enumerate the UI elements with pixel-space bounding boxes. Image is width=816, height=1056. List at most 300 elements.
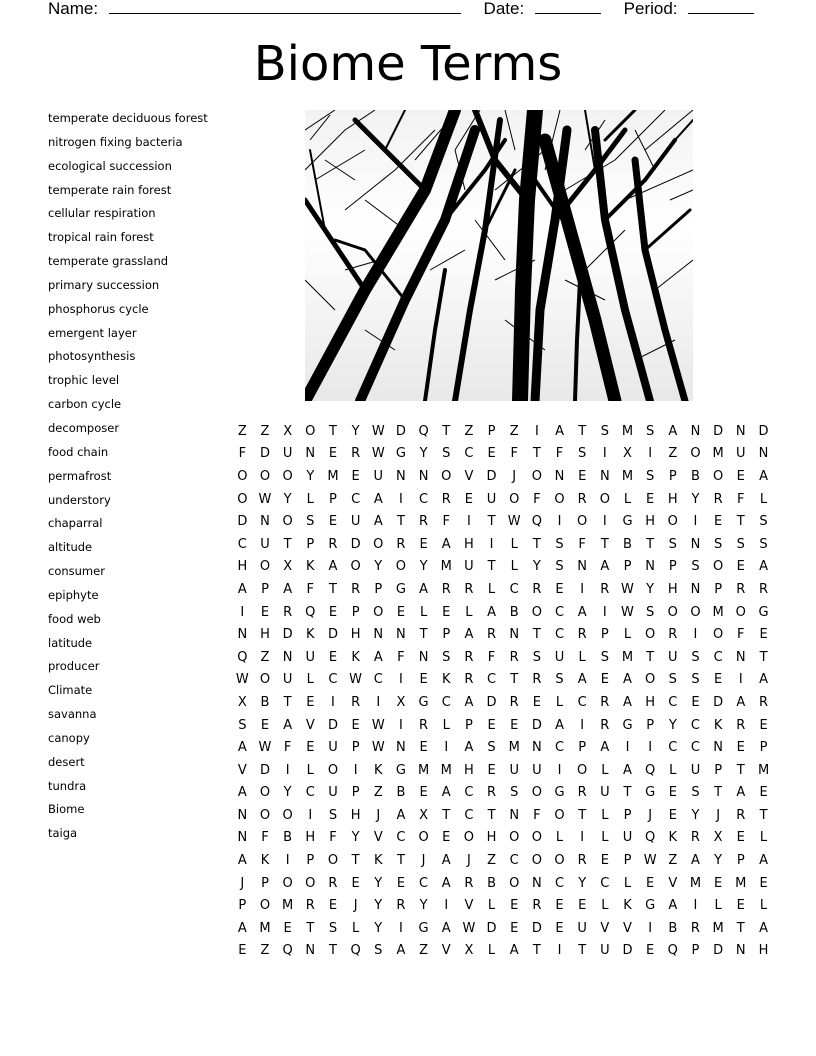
grid-letter: U	[509, 762, 519, 778]
grid-letter: T	[532, 943, 541, 959]
name-label: Name:	[48, 0, 99, 18]
grid-letter: N	[260, 514, 270, 530]
grid-letter: E	[328, 446, 338, 462]
grid-letter: D	[486, 920, 497, 936]
grid-letter: I	[444, 740, 449, 756]
grid-letter: Q	[531, 514, 542, 530]
grid-letter: U	[622, 830, 633, 846]
grid-letter: R	[532, 672, 542, 688]
grid-letter: A	[759, 853, 768, 869]
grid-letter: W	[235, 672, 249, 688]
grid-letter: L	[759, 898, 768, 914]
grid-letter: T	[396, 514, 405, 530]
grid-letter: O	[531, 468, 542, 484]
grid-letter: R	[441, 581, 451, 597]
grid-letter: O	[327, 853, 339, 869]
grid-letter: E	[646, 875, 655, 891]
grid-letter: C	[305, 785, 315, 801]
grid-row	[231, 578, 775, 601]
grid-letter: I	[399, 491, 403, 507]
grid-letter: E	[306, 694, 315, 710]
word-list-item: desert	[48, 754, 85, 769]
grid-letter: N	[418, 468, 429, 484]
grid-letter: F	[737, 491, 745, 507]
grid-letter: V	[464, 468, 474, 484]
grid-letter: N	[373, 627, 384, 643]
grid-letter: S	[668, 672, 677, 688]
grid-letter: C	[419, 491, 429, 507]
grid-letter: N	[237, 807, 248, 823]
grid-letter: C	[554, 627, 565, 643]
grid-letter: E	[510, 898, 519, 914]
grid-letter: R	[690, 920, 700, 936]
grid-letter: B	[396, 785, 406, 801]
word-list-item: consumer	[48, 564, 105, 579]
grid-letter: A	[600, 559, 610, 575]
grid-letter: A	[759, 559, 768, 575]
grid-letter: E	[691, 694, 700, 710]
word-list-item: photosynthesis	[48, 349, 136, 364]
grid-letter: Z	[668, 853, 678, 869]
grid-letter: I	[693, 627, 698, 643]
grid-letter: A	[441, 875, 451, 891]
grid-letter: P	[487, 423, 496, 439]
grid-letter: F	[487, 649, 496, 665]
grid-letter: W	[371, 423, 385, 439]
grid-letter: R	[396, 536, 406, 552]
grid-letter: T	[759, 649, 768, 665]
grid-letter: I	[602, 514, 607, 530]
grid-letter: S	[442, 446, 451, 462]
grid-letter: R	[577, 785, 587, 801]
word-list-item: canopy	[48, 730, 90, 745]
grid-letter: A	[759, 920, 768, 936]
grid-letter: A	[373, 649, 383, 665]
grid-letter: N	[396, 627, 406, 643]
grid-letter: Y	[646, 581, 655, 597]
grid-letter: Q	[350, 943, 361, 959]
grid-letter: U	[532, 762, 542, 778]
word-list-item: food chain	[48, 444, 109, 459]
grid-letter: A	[464, 740, 474, 756]
grid-letter: W	[621, 604, 634, 620]
grid-letter: N	[305, 446, 316, 462]
grid-letter: M	[282, 898, 294, 914]
grid-letter: A	[237, 740, 247, 756]
grid-letter: T	[328, 943, 337, 959]
grid-letter: N	[735, 649, 746, 665]
grid-letter: E	[578, 468, 587, 484]
grid-letter: N	[396, 740, 406, 756]
grid-letter: E	[442, 604, 451, 620]
grid-letter: T	[578, 943, 587, 959]
grid-letter: S	[759, 536, 768, 552]
grid-letter: E	[736, 740, 745, 756]
grid-letter: I	[557, 514, 562, 530]
grid-letter: Y	[374, 920, 383, 936]
grid-letter: U	[486, 491, 497, 507]
grid-letter: M	[712, 604, 724, 620]
grid-letter: O	[327, 762, 339, 778]
grid-letter: X	[713, 830, 723, 846]
grid-letter: F	[578, 536, 586, 552]
grid-letter: F	[397, 649, 405, 665]
grid-letter: I	[466, 514, 471, 530]
grid-letter: J	[512, 468, 517, 484]
grid-letter: T	[283, 694, 292, 710]
grid-letter: E	[260, 717, 270, 733]
grid-letter: Z	[373, 785, 383, 801]
grid-letter: A	[441, 536, 451, 552]
grid-row	[231, 443, 775, 466]
grid-letter: R	[577, 627, 587, 643]
grid-letter: O	[305, 875, 316, 891]
grid-letter: E	[600, 672, 609, 688]
grid-letter: P	[623, 853, 632, 869]
grid-letter: P	[714, 762, 723, 778]
grid-letter: I	[399, 672, 403, 688]
grid-letter: I	[580, 830, 585, 846]
grid-letter: L	[306, 762, 314, 778]
grid-letter: R	[577, 491, 587, 507]
grid-letter: V	[237, 762, 247, 778]
grid-letter: P	[600, 627, 609, 643]
grid-letter: E	[759, 627, 768, 643]
grid-letter: O	[509, 491, 520, 507]
grid-letter: V	[600, 920, 610, 936]
name-blank[interactable]	[109, 0, 461, 14]
grid-letter: S	[691, 559, 700, 575]
grid-letter: E	[510, 717, 519, 733]
grid-letter: Z	[464, 423, 474, 439]
grid-letter: A	[237, 785, 247, 801]
grid-letter: M	[621, 649, 634, 665]
grid-letter: G	[395, 446, 406, 462]
grid-letter: E	[351, 468, 360, 484]
grid-letter: O	[282, 514, 293, 530]
student-info-header	[48, 0, 768, 19]
grid-letter: T	[351, 853, 360, 869]
grid-letter: T	[328, 581, 337, 597]
grid-letter: U	[260, 536, 270, 552]
grid-letter: R	[305, 898, 315, 914]
grid-letter: I	[738, 672, 743, 688]
grid-letter: N	[282, 649, 293, 665]
grid-letter: R	[736, 717, 746, 733]
grid-letter: R	[736, 807, 746, 823]
word-list-item: decomposer	[48, 420, 120, 435]
grid-letter: D	[282, 627, 293, 643]
grid-letter: T	[646, 536, 655, 552]
grid-letter: M	[712, 920, 724, 936]
grid-letter: R	[351, 694, 361, 710]
word-list	[48, 109, 208, 848]
grid-letter: P	[691, 943, 700, 959]
grid-letter: R	[690, 830, 700, 846]
grid-letter: M	[621, 468, 634, 484]
grid-letter: E	[487, 446, 496, 462]
grid-letter: N	[396, 468, 406, 484]
grid-row	[231, 691, 775, 714]
grid-letter: Y	[419, 446, 428, 462]
grid-letter: I	[602, 604, 607, 620]
grid-letter: I	[580, 717, 585, 733]
grid-letter: O	[712, 559, 724, 575]
grid-letter: H	[645, 694, 656, 710]
grid-letter: O	[259, 898, 271, 914]
grid-letter: P	[306, 536, 315, 552]
grid-letter: U	[668, 649, 678, 665]
grid-letter: E	[419, 785, 428, 801]
grid-letter: E	[419, 672, 428, 688]
grid-letter: T	[396, 853, 405, 869]
grid-letter: X	[464, 943, 474, 959]
grid-letter: E	[714, 514, 723, 530]
grid-letter: O	[577, 514, 588, 530]
grid-letter: C	[464, 807, 474, 823]
grid-letter: D	[713, 694, 724, 710]
grid-letter: B	[487, 875, 496, 891]
grid-letter: T	[736, 762, 745, 778]
grid-letter: Y	[283, 785, 292, 801]
grid-letter: W	[258, 491, 272, 507]
grid-letter: D	[237, 514, 248, 530]
grid-letter: G	[622, 717, 633, 733]
grid-letter: E	[646, 491, 655, 507]
grid-letter: R	[464, 875, 474, 891]
grid-letter: Q	[645, 762, 656, 778]
grid-letter: L	[714, 898, 722, 914]
grid-letter: D	[531, 717, 542, 733]
grid-letter: L	[759, 491, 768, 507]
grid-letter: O	[259, 807, 271, 823]
grid-letter: E	[736, 830, 745, 846]
grid-letter: R	[509, 694, 519, 710]
grid-letter: A	[555, 717, 564, 733]
grid-letter: M	[757, 762, 770, 778]
grid-letter: E	[555, 898, 564, 914]
grid-row	[231, 736, 775, 759]
grid-letter: A	[464, 627, 474, 643]
grid-letter: A	[487, 604, 496, 620]
grid-letter: T	[532, 536, 541, 552]
grid-letter: F	[238, 446, 247, 462]
grid-letter: F	[533, 491, 541, 507]
word-list-item: chaparral	[48, 516, 103, 531]
grid-letter: N	[713, 740, 723, 756]
grid-letter: A	[283, 717, 293, 733]
grid-letter: I	[376, 694, 381, 710]
word-list-item: primary succession	[48, 277, 160, 292]
grid-letter: G	[645, 785, 656, 801]
word-list-item: Biome	[48, 802, 85, 817]
grid-letter: U	[328, 740, 338, 756]
grid-letter: X	[283, 423, 293, 439]
grid-letter: I	[399, 920, 403, 936]
grid-letter: F	[329, 830, 337, 846]
grid-letter: I	[534, 423, 539, 439]
grid-letter: O	[259, 785, 271, 801]
grid-letter: A	[736, 785, 746, 801]
grid-letter: P	[238, 898, 247, 914]
grid-letter: L	[442, 717, 450, 733]
grid-letter: K	[713, 717, 723, 733]
grid-letter: L	[555, 694, 564, 710]
grid-letter: E	[714, 875, 723, 891]
grid-letter: I	[602, 446, 607, 462]
grid-letter: R	[509, 649, 519, 665]
grid-letter: L	[487, 943, 496, 959]
grid-letter: R	[464, 672, 474, 688]
grid-letter: S	[691, 649, 700, 665]
grid-letter: L	[555, 830, 564, 846]
grid-letter: P	[351, 604, 360, 620]
grid-letter: A	[441, 853, 451, 869]
grid-letter: U	[350, 514, 361, 530]
grid-letter: E	[283, 920, 292, 936]
grid-letter: I	[557, 943, 562, 959]
grid-letter: S	[713, 536, 723, 552]
grid-letter: Q	[237, 649, 248, 665]
grid-letter: O	[577, 762, 588, 778]
grid-letter: S	[555, 559, 564, 575]
grid-letter: A	[237, 920, 247, 936]
grid-letter: T	[714, 785, 723, 801]
grid-letter: K	[623, 898, 632, 914]
grid-letter: H	[464, 536, 474, 552]
grid-letter: N	[690, 536, 701, 552]
grid-letter: D	[486, 694, 497, 710]
grid-letter: R	[577, 853, 587, 869]
grid-letter: M	[327, 468, 339, 484]
grid-letter: M	[417, 762, 430, 778]
grid-letter: C	[600, 875, 610, 891]
grid-letter: P	[351, 740, 360, 756]
grid-letter: O	[712, 627, 724, 643]
grid-letter: S	[691, 672, 700, 688]
grid-letter: O	[509, 875, 520, 891]
grid-letter: M	[440, 762, 452, 778]
grid-letter: T	[442, 423, 451, 439]
grid-row	[231, 827, 775, 850]
period-blank[interactable]	[688, 0, 754, 14]
grid-letter: C	[554, 875, 565, 891]
grid-letter: V	[464, 898, 474, 914]
grid-letter: O	[350, 559, 361, 575]
grid-letter: Z	[237, 423, 247, 439]
grid-letter: T	[736, 920, 745, 936]
grid-letter: J	[353, 898, 358, 914]
grid-letter: Y	[351, 830, 360, 846]
grid-letter: O	[373, 536, 384, 552]
grid-letter: L	[601, 762, 609, 778]
grid-letter: Y	[306, 468, 315, 484]
grid-letter: F	[442, 514, 450, 530]
grid-row	[231, 488, 775, 511]
grid-letter: C	[237, 536, 247, 552]
grid-letter: I	[399, 717, 403, 733]
grid-letter: N	[531, 875, 542, 891]
grid-letter: U	[690, 762, 701, 778]
grid-letter: Z	[260, 423, 270, 439]
grid-letter: S	[487, 740, 496, 756]
grid-letter: D	[713, 943, 724, 959]
grid-letter: T	[283, 536, 292, 552]
grid-letter: H	[758, 943, 769, 959]
grid-letter: A	[668, 898, 678, 914]
grid-letter: M	[735, 875, 747, 891]
word-list-item: food web	[48, 611, 101, 626]
grid-letter: E	[714, 672, 723, 688]
grid-letter: R	[441, 491, 451, 507]
grid-letter: O	[554, 807, 565, 823]
grid-letter: O	[531, 853, 542, 869]
grid-letter: I	[580, 581, 585, 597]
grid-letter: L	[623, 875, 632, 891]
grid-letter: O	[509, 830, 520, 846]
grid-letter: F	[261, 830, 269, 846]
word-list-item: taiga	[48, 826, 78, 841]
grid-letter: R	[759, 581, 769, 597]
grid-letter: L	[759, 830, 768, 846]
grid-letter: C	[487, 672, 497, 688]
grid-letter: I	[331, 694, 335, 710]
grid-letter: C	[464, 785, 474, 801]
grid-letter: U	[554, 649, 565, 665]
grid-letter: R	[736, 581, 746, 597]
grid-letter: H	[350, 807, 361, 823]
grid-letter: O	[645, 627, 656, 643]
date-blank[interactable]	[535, 0, 601, 14]
grid-letter: I	[693, 898, 698, 914]
grid-letter: W	[349, 672, 363, 688]
grid-letter: A	[623, 672, 632, 688]
grid-row	[231, 714, 775, 737]
grid-letter: P	[714, 581, 723, 597]
grid-letter: C	[328, 672, 338, 688]
grid-letter: B	[283, 830, 293, 846]
grid-letter: I	[648, 920, 653, 936]
grid-letter: S	[646, 468, 655, 484]
grid-letter: L	[578, 649, 586, 665]
grid-letter: U	[282, 672, 293, 688]
grid-letter: N	[554, 468, 565, 484]
grid-letter: A	[328, 559, 338, 575]
grid-letter: J	[466, 853, 471, 869]
grid-letter: I	[444, 898, 449, 914]
grid-letter: E	[396, 875, 406, 891]
grid-letter: R	[532, 581, 542, 597]
grid-letter: U	[600, 943, 610, 959]
grid-letter: R	[328, 536, 338, 552]
grid-letter: O	[531, 785, 542, 801]
grid-letter: E	[487, 762, 496, 778]
grid-letter: P	[623, 559, 632, 575]
grid-letter: Q	[645, 830, 656, 846]
grid-letter: P	[442, 627, 451, 643]
grid-letter: K	[441, 672, 451, 688]
grid-letter: F	[306, 581, 315, 597]
grid-row	[231, 917, 775, 940]
grid-letter: R	[532, 898, 542, 914]
grid-letter: S	[555, 536, 564, 552]
grid-letter: U	[464, 559, 474, 575]
grid-letter: R	[487, 627, 497, 643]
grid-letter: E	[736, 468, 745, 484]
grid-letter: O	[554, 491, 565, 507]
grid-letter: W	[643, 853, 657, 869]
grid-letter: G	[758, 604, 769, 620]
